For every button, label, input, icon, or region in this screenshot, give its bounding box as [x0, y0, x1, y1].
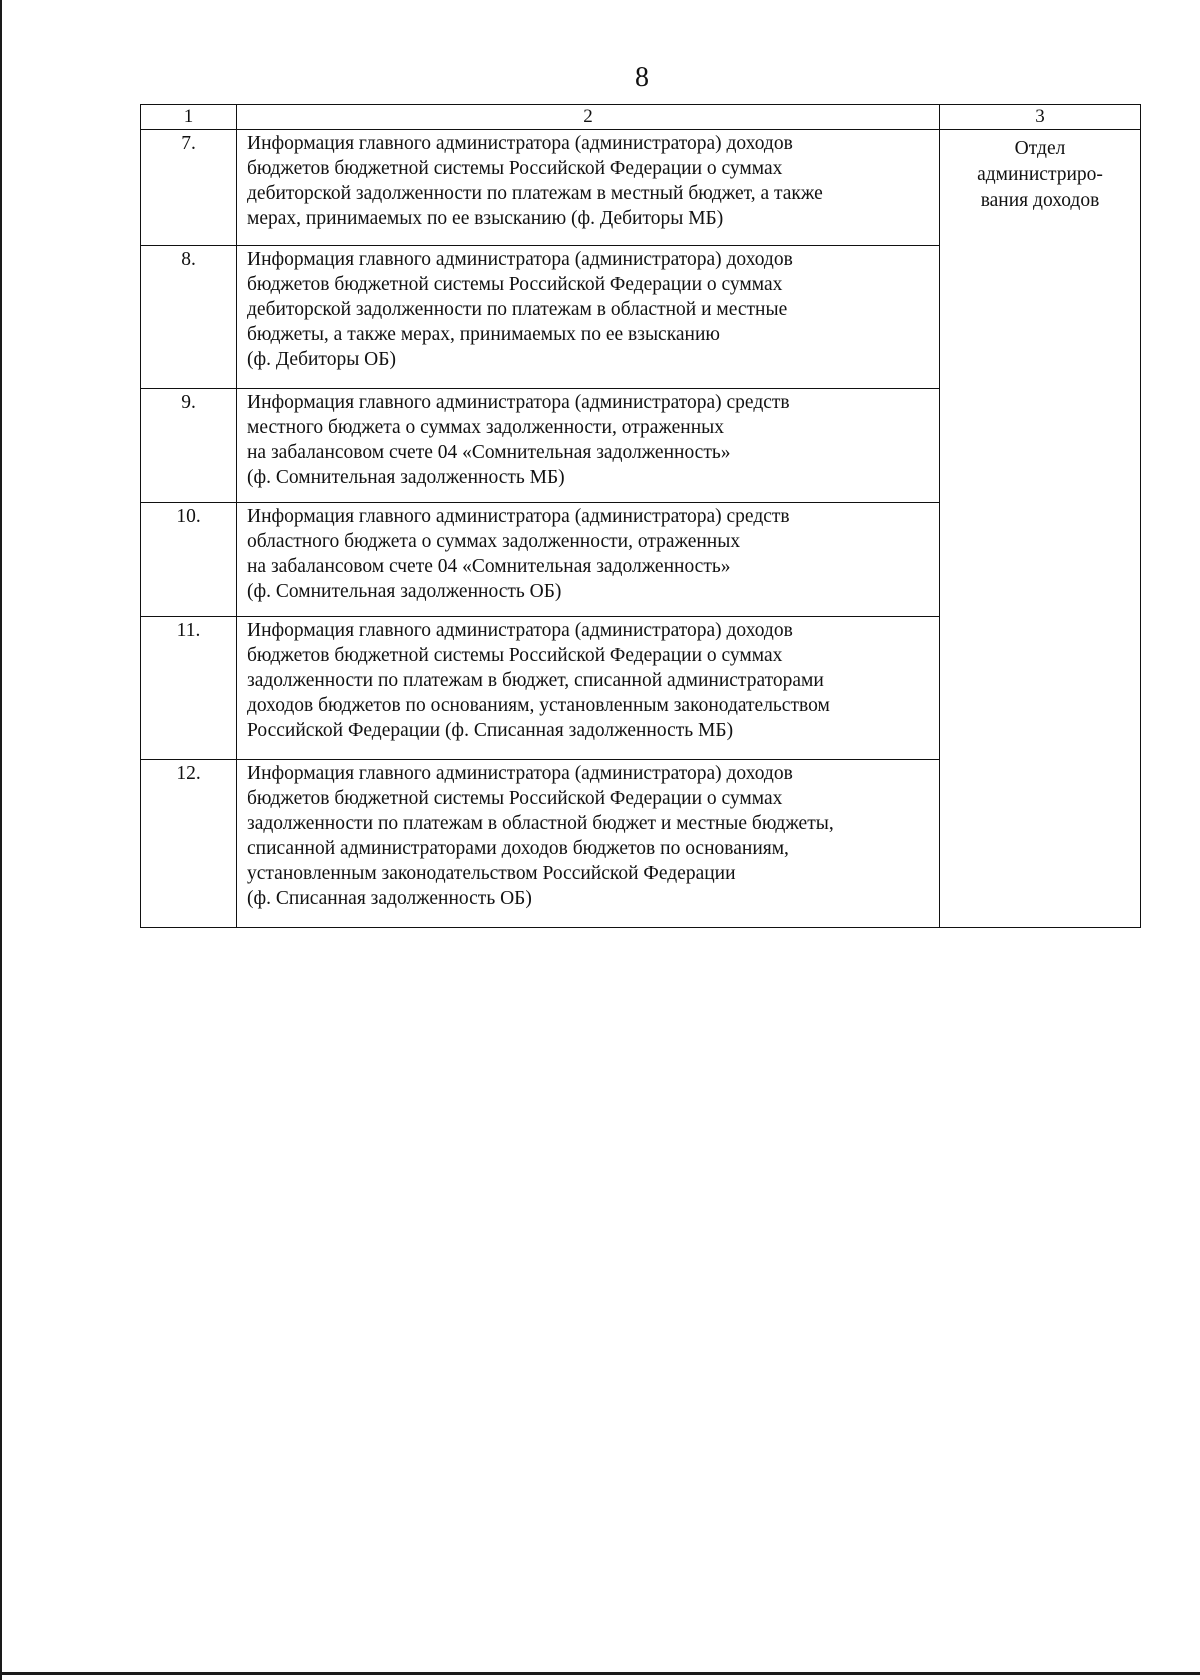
department-line: Отдел — [1014, 138, 1066, 159]
description-line: Информация главного администратора (администратора) доходов — [247, 620, 793, 641]
description-line: Информация главного администратора (администратора) средств — [247, 506, 790, 527]
row-number: 12. — [141, 760, 237, 928]
row-description — [237, 503, 940, 617]
description-line: дебиторской задолженности по платежам в областной и местные — [247, 299, 788, 320]
description-line: списанной администраторами доходов бюджетов по основаниям, — [247, 838, 789, 859]
description-line: задолженности по платежам в областной бюджет и местные бюджеты, — [247, 813, 834, 834]
department-line: администриро- — [977, 164, 1103, 185]
description-line: бюджетов бюджетной системы Российской Федерации о суммах — [247, 274, 783, 295]
description-line: дебиторской задолженности по платежам в местный бюджет, а также — [247, 183, 823, 204]
row-description — [237, 760, 940, 928]
department-cell — [940, 130, 1141, 928]
table-row — [141, 130, 1141, 246]
description-line: бюджетов бюджетной системы Российской Федерации о суммах — [247, 788, 783, 809]
row-number: 7. — [141, 130, 237, 246]
description-line: на забалансовом счете 04 «Сомнительная задолженность» — [247, 556, 731, 577]
description-line: Информация главного администратора (администратора) доходов — [247, 763, 793, 784]
row-description — [237, 130, 940, 246]
description-line: бюджеты, а также мерах, принимаемых по ее взысканию — [247, 324, 720, 345]
page-number: 8 — [635, 62, 649, 93]
description-line: областного бюджета о суммах задолженности, отраженных — [247, 531, 741, 552]
description-line: (ф. Сомнительная задолженность ОБ) — [247, 581, 562, 602]
description-line: доходов бюджетов по основаниям, установленным законодательством — [247, 695, 830, 716]
description-line: (ф. Списанная задолженность ОБ) — [247, 888, 532, 909]
scan-edge-bottom — [0, 1672, 1200, 1675]
column-header-3: 3 — [940, 105, 1141, 130]
description-line: мерах, принимаемых по ее взысканию (ф. Дебиторы МБ) — [247, 208, 724, 229]
row-description — [237, 389, 940, 503]
row-number: 8. — [141, 246, 237, 389]
description-line: Информация главного администратора (администратора) доходов — [247, 249, 793, 270]
description-line: установленным законодательством Российской Федерации — [247, 863, 736, 884]
description-line: бюджетов бюджетной системы Российской Федерации о суммах — [247, 158, 783, 179]
description-line: (ф. Дебиторы ОБ) — [247, 349, 396, 370]
table-header-row — [141, 105, 1141, 130]
description-line: местного бюджета о суммах задолженности, отраженных — [247, 417, 724, 438]
department-line: вания доходов — [980, 190, 1100, 211]
column-header-1: 1 — [141, 105, 237, 130]
row-description — [237, 617, 940, 760]
description-line: Информация главного администратора (администратора) доходов — [247, 133, 793, 154]
scan-edge-left — [0, 0, 2, 1680]
row-number: 11. — [141, 617, 237, 760]
description-line: на забалансовом счете 04 «Сомнительная задолженность» — [247, 442, 731, 463]
forms-table — [140, 104, 1141, 928]
description-line: Российской Федерации (ф. Списанная задолженность МБ) — [247, 720, 734, 741]
description-line: бюджетов бюджетной системы Российской Федерации о суммах — [247, 645, 783, 666]
column-header-2: 2 — [237, 105, 940, 130]
row-number: 10. — [141, 503, 237, 617]
description-line: задолженности по платежам в бюджет, списанной администраторами — [247, 670, 824, 691]
description-line: Информация главного администратора (администратора) средств — [247, 392, 790, 413]
description-line: (ф. Сомнительная задолженность МБ) — [247, 467, 565, 488]
row-description — [237, 246, 940, 389]
row-number: 9. — [141, 389, 237, 503]
